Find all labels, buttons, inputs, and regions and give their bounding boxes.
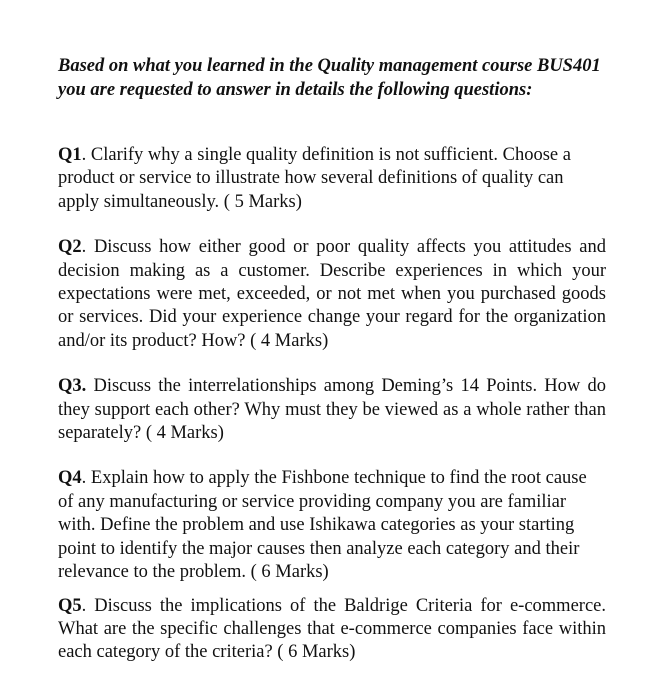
question-2: Q2. Discuss how either good or poor quality affects you attitudes and decision making as a customer. Describe experiences in which your expectations were met, exceeded, or not met when you purchased goods or services. Did your experience change your regard for the organization and/or its product? How? ( 4 Marks) [58, 237, 606, 351]
question-5-number: Q5 [58, 595, 82, 616]
question-3-text: Discuss the interrelationships among Deming’s 14 Points. How do they support each other? Why must they be viewed as a whole rather than separately? ( 4 Marks) [58, 376, 606, 444]
question-1: Q1. Clarify why a single quality definition is not sufficient. Choose a product or service to illustrate how several definitions of quality can apply simultaneously. ( 5 Marks) [58, 145, 571, 212]
question-3-number: Q3. [58, 376, 87, 397]
question-2-text: Discuss how either good or poor quality affects you attitudes and decision making as a customer. Describe experiences in which your expectations were met, exceeded, or not met when you purchased goods or services. Did your experience change your regard for the organization and/or its product? How? ( 4 Marks) [58, 237, 606, 351]
question-1-number: Q1 [58, 145, 82, 165]
question-2-number: Q2 [58, 237, 82, 258]
question-1-text: Clarify why a single quality definition is not sufficient. Choose a product or service to illustrate how several definitions of quality can apply simultaneously. ( 5 Marks) [58, 145, 571, 212]
document-page [58, 54, 606, 665]
question-3 [58, 375, 606, 445]
question-5: Q5. Discuss the implications of the Baldrige Criteria for e-commerce. What are the specific challenges that e-commerce companies face within each category of the criteria? ( 6 Marks) [58, 595, 606, 663]
question-4: Q4. Explain how to apply the Fishbone technique to find the root cause of any manufacturing or service providing company you are familiar with. Define the problem and use Ishikawa categories as your starting point to identify the major causes then analyze each category and their relevance to the problem. ( 6 Marks) [58, 468, 587, 583]
question-4-number: Q4 [58, 468, 82, 489]
question-4-text: Explain how to apply the Fishbone technique to find the root cause of any manufacturing or service providing company you are familiar with. Define the problem and use Ishikawa categories as your starting point to identify the major causes then analyze each category and their relevance to the problem. ( 6 Marks) [58, 468, 587, 583]
intro-instructions: Based on what you learned in the Quality management course BUS401 you are requested to answer in details the following questions: [58, 56, 601, 100]
question-5-text: Discuss the implications of the Baldrige Criteria for e-commerce. What are the specific challenges that e-commerce companies face within each category of the criteria? ( 6 Marks) [58, 595, 606, 663]
